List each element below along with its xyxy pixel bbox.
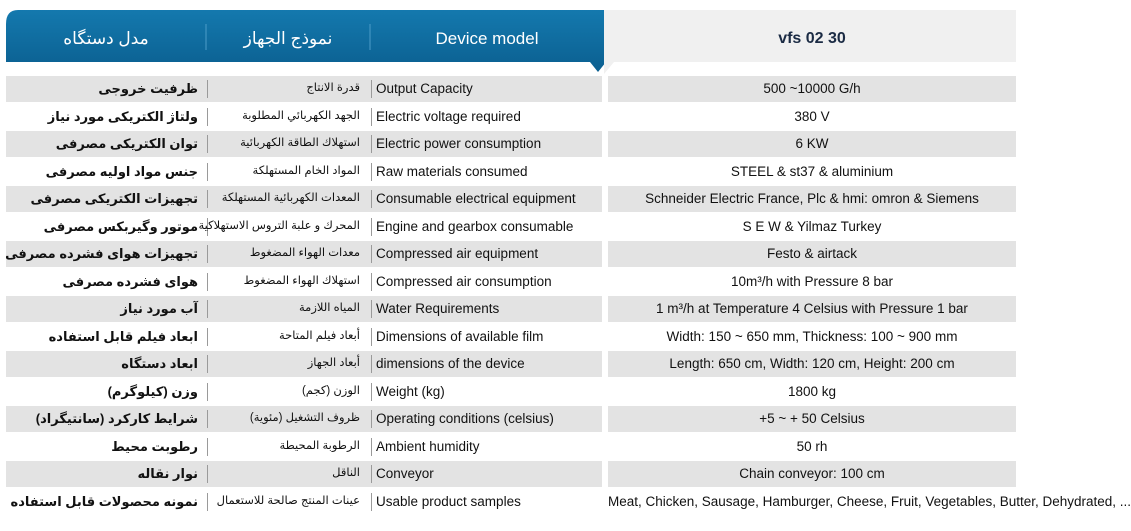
spec-value: 10m³/h with Pressure 8 bar: [730, 273, 894, 289]
header-english-title: Device model: [435, 29, 539, 48]
arabic-label: استهلاك الطاقة الكهربائية: [240, 137, 360, 150]
spec-value: Length: 650 cm, Width: 120 cm, Height: 200 cm: [669, 356, 955, 372]
english-label: Consumable electrical equipment: [376, 191, 576, 207]
english-label: Compressed air consumption: [376, 273, 552, 289]
english-label: Weight (kg): [376, 383, 445, 399]
spec-value: Schneider Electric France, Plc & hmi: omron & Siemens: [645, 191, 979, 207]
english-label: Conveyor: [376, 466, 434, 482]
arabic-label: المحرك و علبة التروس الاستهلاكية: [198, 219, 360, 232]
arabic-label: استهلاك الهواء المضغوط: [243, 274, 360, 287]
arabic-label: معدات الهواء المضغوط: [249, 247, 360, 260]
persian-label: هوای فشرده مصرفی: [62, 273, 198, 289]
spec-value: S E W & Yilmaz Turkey: [742, 218, 882, 234]
arabic-label: المياه اللازمة: [299, 302, 360, 315]
arabic-label: عينات المنتج صالحة للاستعمال: [216, 494, 360, 507]
table-row: [6, 379, 1016, 405]
persian-label: تجهیزات الکتریکی مصرفی: [30, 191, 198, 207]
persian-label: تجهیزات هوای فشرده مصرفی: [5, 246, 198, 262]
table-row: [6, 131, 1016, 157]
arabic-label: الرطوبة المحيطة: [279, 439, 360, 452]
table-row: [6, 406, 1016, 432]
spec-value: Festo & airtack: [766, 246, 858, 262]
spec-value: 6 KW: [795, 136, 829, 152]
english-label: Electric voltage required: [376, 108, 521, 124]
persian-label: ابعاد دستگاه: [121, 356, 198, 372]
spec-value: Width: 150 ~ 650 mm, Thickness: 100 ~ 900 mm: [666, 328, 958, 344]
english-label: Ambient humidity: [376, 438, 480, 454]
persian-label: ولتاژ الکتریکی مورد نیاز: [47, 108, 198, 124]
table-row: [6, 351, 1016, 377]
table-row: [6, 104, 1016, 130]
table-row: [6, 186, 1016, 212]
table-row: [6, 489, 1131, 515]
arabic-label: الوزن (كجم): [301, 384, 360, 397]
arabic-label: قدرة الانتاج: [306, 82, 360, 94]
table-row: [6, 434, 1016, 460]
table-row: [6, 76, 1016, 102]
english-label: Raw materials consumed: [376, 163, 528, 179]
english-label: Operating conditions (celsius): [376, 411, 554, 427]
persian-label: جنس مواد اولیه مصرفی: [45, 163, 198, 179]
spec-value: Chain conveyor: 100 cm: [739, 466, 885, 482]
persian-label: رطوبت محیط: [111, 438, 198, 454]
persian-label: توان الکتریکی مصرفی: [55, 136, 198, 152]
english-label: dimensions of the device: [376, 356, 525, 372]
persian-label: ابعاد فیلم قابل استفاده: [48, 328, 198, 344]
spec-value: 1800 kg: [787, 383, 837, 399]
english-label: Output Capacity: [376, 81, 473, 96]
header-persian-title: مدل دستگاه: [63, 29, 149, 48]
spec-value: 380 V: [794, 108, 830, 124]
persian-label: وزن (کیلوگرم): [107, 383, 198, 399]
spec-value: STEEL & st37 & aluminium: [730, 163, 894, 179]
table-row: [6, 461, 1016, 487]
persian-label: آب مورد نیاز: [120, 301, 198, 317]
header-model-value: vfs 02 30: [778, 30, 846, 47]
header-arabic-title: نموذج الجهاز: [243, 29, 333, 48]
persian-label: شرایط کارکرد (سانتیگراد): [35, 411, 198, 427]
arabic-label: ظروف التشغيل (مئوية): [249, 412, 360, 425]
spec-value: Meat, Chicken, Sausage, Hamburger, Cheese, Fruit, Vegetables, Butter, Dehydrated, ...: [608, 493, 1131, 509]
spec-value: 500 ~10000 G/h: [763, 81, 861, 96]
persian-label: ظرفیت خروجی: [98, 81, 198, 96]
persian-label: موتور وگیربکس مصرفی: [43, 218, 198, 234]
table-row: [6, 214, 1016, 240]
english-label: Dimensions of available film: [376, 328, 544, 344]
english-label: Engine and gearbox consumable: [376, 218, 574, 234]
table-row: [6, 241, 1016, 267]
arabic-label: الناقل: [332, 467, 360, 480]
spec-table-header: [6, 10, 1016, 68]
table-row: [6, 159, 1016, 185]
spec-table-body: [5, 76, 1131, 517]
english-label: Electric power consumption: [376, 136, 542, 152]
spec-value: 1 m³/h at Temperature 4 Celsius with Pressure 1 bar: [656, 301, 968, 317]
english-label: Water Requirements: [376, 301, 500, 317]
arabic-label: المواد الخام المستهلكة: [252, 164, 360, 177]
spec-value: 50 rh: [796, 438, 828, 454]
english-label: Compressed air equipment: [376, 246, 539, 262]
arabic-label: أبعاد فيلم المتاحة: [279, 329, 360, 342]
spec-value: +5 ~ + 50 Celsius: [759, 411, 865, 427]
english-label: Usable product samples: [376, 493, 521, 509]
arabic-label: المعدات الكهربائية المستهلكة: [221, 192, 360, 205]
arabic-label: أبعاد الجهاز: [307, 357, 360, 370]
table-row: [6, 324, 1016, 350]
persian-label: نمونه محصولات قابل استفاده: [10, 493, 198, 509]
arabic-label: الجهد الكهربائي المطلوبة: [242, 109, 360, 122]
table-row: [6, 269, 1016, 295]
persian-label: نوار نقاله: [137, 466, 198, 482]
table-row: [6, 296, 1016, 322]
